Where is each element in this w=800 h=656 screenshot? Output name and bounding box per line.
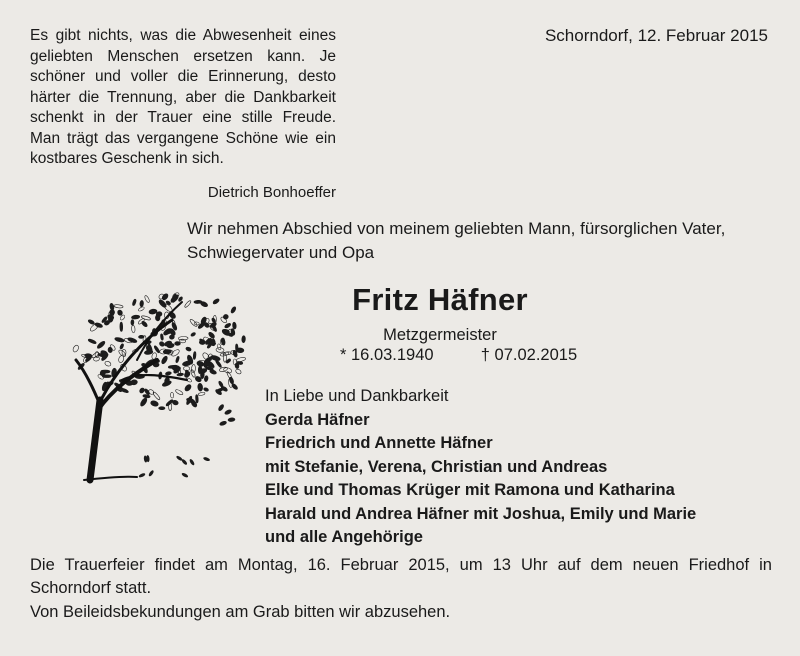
- windblown-tree-icon: [62, 280, 247, 492]
- leaf-mark: [158, 299, 168, 309]
- fallen-leaf-mark: [138, 472, 146, 478]
- family-intro: In Liebe und Dankbarkeit: [265, 387, 449, 405]
- deceased-profession: Metzgermeister: [383, 326, 497, 344]
- leaf-mark: [203, 387, 209, 392]
- leaf-mark: [211, 317, 216, 323]
- leaf-mark: [141, 320, 148, 327]
- leaf-mark: [189, 318, 198, 327]
- leaf-mark: [118, 355, 125, 363]
- family-member: mit Stefanie, Verena, Christian und Andreas: [265, 457, 608, 476]
- leaf-mark: [229, 377, 235, 385]
- leaf-mark: [219, 420, 227, 426]
- leaf-mark: [232, 322, 236, 329]
- death-date: † 07.02.2015: [480, 346, 578, 364]
- leaf-mark: [223, 367, 232, 374]
- leaf-mark: [114, 337, 124, 343]
- leaf-mark: [184, 300, 192, 308]
- leaf-mark: [144, 295, 150, 303]
- family-member: Friedrich und Annette Häfner: [265, 434, 493, 452]
- leaf-mark: [194, 300, 202, 304]
- leaf-mark: [224, 409, 232, 415]
- leaf-mark: [153, 345, 160, 353]
- leaf-mark: [185, 346, 191, 351]
- leaf-mark: [140, 300, 144, 307]
- deceased-name: Fritz Häfner: [352, 282, 528, 317]
- leaf-mark: [170, 392, 174, 398]
- leaf-mark: [204, 375, 208, 381]
- leaf-mark: [208, 331, 216, 339]
- leaf-mark: [160, 334, 164, 341]
- leaf-mark: [223, 314, 229, 320]
- quote-author: Dietrich Bonhoeffer: [207, 184, 336, 201]
- leaf-mark: [195, 394, 198, 403]
- leaf-mark: [150, 400, 159, 407]
- leaf-mark: [163, 349, 171, 354]
- leaf-mark: [159, 407, 165, 410]
- leaf-mark: [178, 336, 188, 340]
- leaf-mark: [119, 343, 124, 349]
- leaf-mark: [131, 315, 140, 320]
- family-list: [265, 385, 785, 550]
- life-dates: [340, 346, 620, 365]
- leaf-mark: [132, 299, 137, 306]
- leaf-mark: [196, 360, 204, 367]
- leaf-mark: [119, 387, 129, 393]
- leaf-mark: [152, 391, 160, 400]
- leaf-mark: [190, 332, 196, 337]
- leaf-mark: [114, 304, 123, 308]
- family-member: Gerda Häfner: [265, 410, 370, 429]
- leaf-mark: [93, 356, 100, 361]
- leaf-mark: [104, 360, 111, 367]
- leaf-mark: [175, 389, 184, 396]
- leaf-mark: [138, 335, 144, 338]
- leaf-mark: [184, 383, 193, 392]
- leaf-mark: [175, 341, 181, 345]
- leaf-mark: [237, 362, 243, 365]
- ceremony-info: Die Trauerfeier findet am Montag, 16. Februar 2015, um 13 Uhr auf dem neuen Friedhof in Schorndorf statt.: [30, 556, 772, 597]
- leaf-mark: [120, 322, 123, 331]
- leaf-mark: [131, 325, 135, 333]
- fallen-leaf-mark: [148, 470, 155, 478]
- leaf-mark: [72, 344, 80, 353]
- leaf-mark: [171, 294, 177, 303]
- leaf-mark: [224, 322, 231, 328]
- family-member: Elke und Thomas Krüger mit Ramona und Katharina: [265, 481, 675, 499]
- leaf-mark: [228, 417, 235, 421]
- leaf-mark: [233, 359, 236, 365]
- leaf-mark: [191, 364, 195, 373]
- leaf-mark: [102, 375, 111, 378]
- leaf-mark: [177, 373, 184, 376]
- leaf-mark: [220, 385, 228, 392]
- leaf-mark: [141, 315, 151, 321]
- leaf-mark: [212, 298, 220, 305]
- leaf-mark: [131, 319, 134, 325]
- leaf-mark: [218, 404, 225, 412]
- birth-date: * 16.03.1940: [340, 346, 434, 364]
- farewell-intro: Wir nehmen Abschied von meinem geliebten Mann, fürsorglichen Vater, Schwiegervater und Opa: [187, 219, 726, 262]
- leaf-mark: [183, 370, 191, 378]
- leaf-mark: [165, 371, 172, 375]
- quote-text: Es gibt nichts, was die Abwesenheit eines geliebten Menschen ersetzen kann. Je schöner und voller die Erinnerung, desto härter die Trennung, aber die Dankbarkeit schenkt in der Trauer eine stille Freude. Man trägt das vergangene Schöne wie ein kostbares Geschenk in sich.: [30, 27, 336, 167]
- place-date: Schorndorf, 12. Februar 2015: [544, 26, 768, 45]
- leaf-mark: [211, 339, 215, 346]
- leaf-mark: [198, 392, 205, 396]
- leaf-mark: [96, 340, 106, 349]
- leaf-mark: [161, 355, 169, 364]
- fallen-leaf-mark: [181, 472, 189, 478]
- fallen-leaf-mark: [189, 458, 195, 466]
- leaf-mark: [139, 397, 148, 407]
- leaf-mark: [175, 356, 180, 363]
- leaf-mark: [199, 340, 205, 345]
- leaf-mark: [88, 338, 97, 344]
- leaf-mark: [230, 306, 237, 314]
- leaf-mark: [197, 383, 203, 391]
- leaf-mark: [217, 344, 222, 351]
- leaf-mark: [242, 336, 246, 343]
- leaf-mark: [223, 353, 226, 362]
- fallen-leaf-mark: [203, 456, 211, 461]
- leaf-mark: [139, 387, 146, 394]
- leaf-mark: [88, 319, 96, 325]
- leaf-mark: [236, 357, 246, 363]
- family-member: und alle Angehörige: [265, 528, 423, 546]
- leaf-mark: [130, 379, 137, 385]
- condolence-note: Von Beileidsbekundungen am Grab bitten wir abzusehen.: [30, 603, 451, 621]
- leaf-mark: [235, 368, 242, 375]
- leaf-mark: [193, 351, 196, 359]
- leaf-mark: [170, 348, 180, 357]
- leaf-mark: [94, 322, 103, 328]
- leaf-mark: [209, 369, 217, 375]
- family-member: Harald und Andrea Häfner mit Joshua, Emily und Marie: [265, 504, 697, 523]
